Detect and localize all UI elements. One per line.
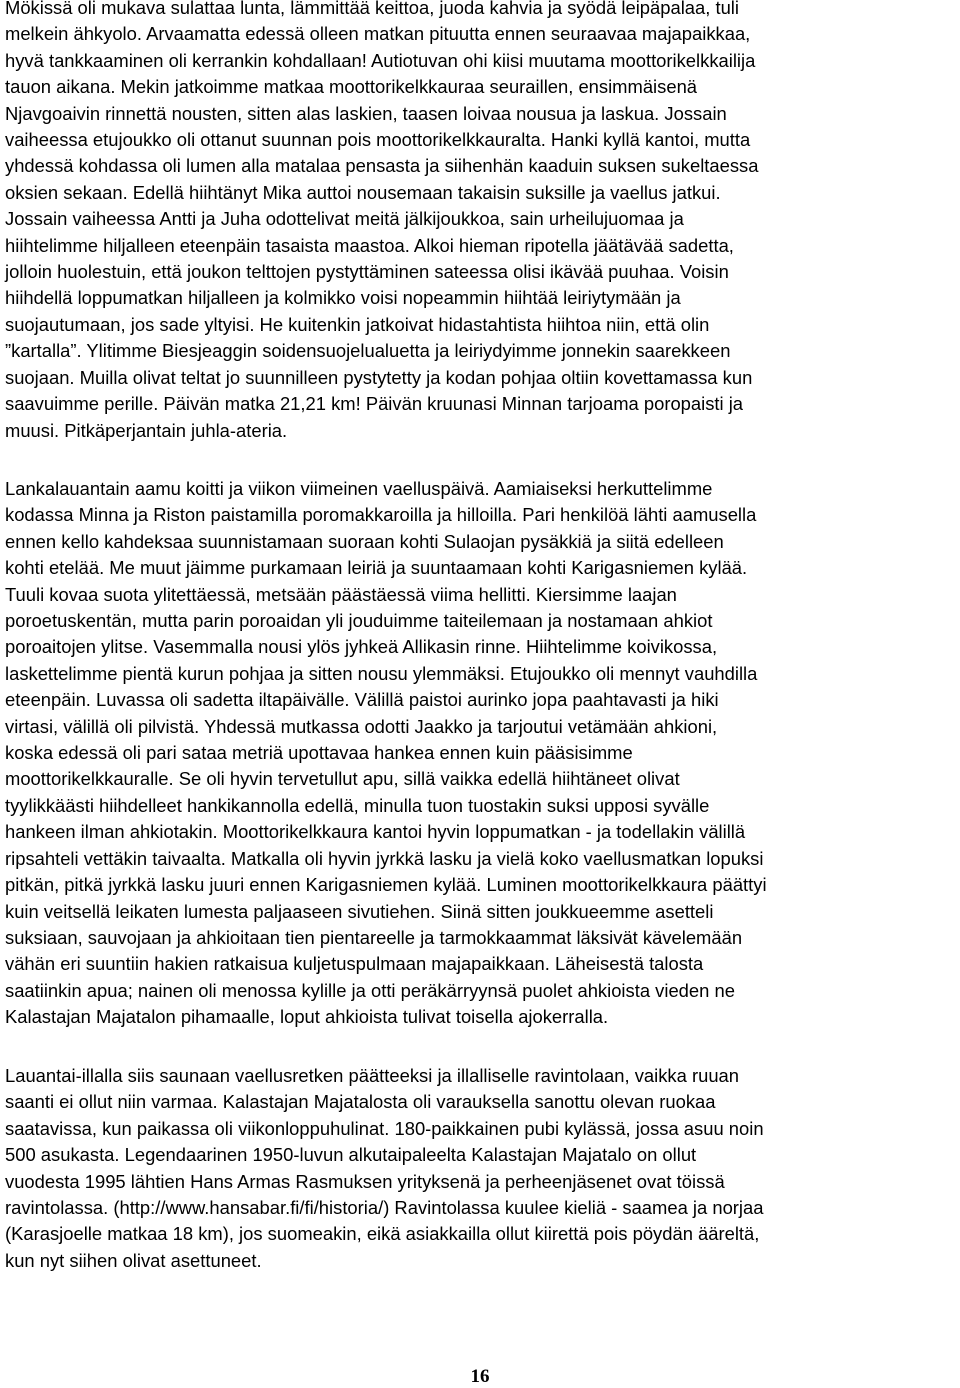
text-line: hiihtelimme hiljalleen eteenpäin tasaista maastoa. Alkoi hieman ripotella jäätävää sadetta, [5, 234, 734, 256]
text-line: hyvä tankkaaminen oli kerrankin kohdallaan! Autiotuvan ohi kiisi muutama moottorikelkkailija [5, 49, 756, 71]
text-line: saanti ei ollut niin varmaa. Kalastajan Majatalosta oli varauksella sanottu olevan ruokaa [5, 1091, 716, 1113]
text-line: (Karasjoelle matkaa 18 km), jos suomeakin, eikä asiakkailla ollut kiirettä pois pöydän ääreltä, [5, 1223, 760, 1245]
text-line: saatavissa, kun paikassa oli viikonloppuhulinat. 180-paikkainen pubi kylässä, jossa asuu noin [5, 1117, 764, 1139]
text-line: jolloin huolestuin, että joukon telttojen pystyttäminen sateessa olisi ikävää puuhaa. Voisin [5, 261, 729, 283]
text-line: hiihdellä loppumatkan hiljalleen ja kolmikko voisi nopeammin hiihtää leiriytymään ja [5, 287, 681, 309]
text-line: kodassa Minna ja Riston paistamilla poromakkaroilla ja hilloilla. Pari henkilöä lähti aamusella [5, 504, 757, 526]
text-line: Njavgoaivin rinnettä nousten, sitten alas laskien, taasen loivaa nousua ja laskua. Jossain [5, 102, 727, 124]
text-line: eteenpäin. Luvassa oli sadetta iltapäivälle. Välillä paistoi aurinko jopa paahtavasti ja hiki [5, 689, 719, 711]
text-line: vähän eri suuntiin hakien ratkaisua kuljetuspulmaan majapaikkaan. Läheisestä talosta [5, 953, 704, 975]
text-line: vaiheessa etujoukko oli ottanut suunnan pois moottorikelkkauralta. Hanki kyllä kantoi, mutta [5, 129, 751, 151]
text-line: vuodesta 1995 lähtien Hans Armas Rasmuksen yrityksenä ja perheenjäsenet ovat töissä [5, 1170, 725, 1192]
text-line: Lauantai-illalla siis saunaan vaellusretken päätteeksi ja illalliselle ravintolaan, vaikka ruuan [5, 1065, 740, 1086]
page-number: 16 [470, 1366, 490, 1387]
text-line: yhdessä kohdassa oli lumen alla matalaa pensasta ja siihenhän kaaduin suksen sukeltaessa [5, 155, 759, 177]
text-line: ripsahteli vettäkin taivaalta. Matkalla oli hyvin jyrkkä lasku ja vielä koko vaellusmatkan lopuksi [5, 847, 764, 869]
text-line: tauon aikana. Mekin jatkoimme matkaa moottorikelkkauraa seuraillen, ensimmäisenä [5, 76, 698, 98]
text-line: kohti etelää. Me muut jäimme purkamaan leiriä ja suuntaamaan kohti Karigasniemen kylää. [5, 557, 748, 579]
text-line: suksiaan, sauvojaan ja ahkioitaan tien pientareelle ja tarmokkaammat läksivät kävelemään [5, 926, 743, 948]
text-line: kuin veitsellä leikaten lumesta paljaaseen sivutiehen. Siinä sitten joukkueemme asetteli [5, 900, 714, 922]
text-line: saavuimme perille. Päivän matka 21,21 km! Päivän kruunasi Minnan tarjoama poropaisti ja [5, 393, 744, 415]
paragraph-2 [5, 476, 960, 1031]
text-line: virtasi, välillä oli pilvistä. Yhdessä mutkassa odotti Jaakko ja tarjoutui vetämään ahkioni, [5, 715, 718, 737]
text-line: ”kartalla”. Ylitimme Biesjeaggin soidensuojelualuetta ja leiriydyimme jonnekin saarekkeen [5, 340, 731, 362]
text-line: saatiinkin apua; nainen oli menossa kylille ja otti peräkärryynsä puolet ahkioista vieden ne [5, 979, 735, 1001]
text-line: poroaitojen ylitse. Vasemmalla nousi ylös jyhkeä Allikasin rinne. Hiihtelimme koivikossa, [5, 636, 718, 658]
text-line: Jossain vaiheessa Antti ja Juha odottelivat meitä jälkijoukkoa, sain urheilujuomaa ja [5, 208, 684, 230]
text-line: Kalastajan Majatalon pihamaalle, loput ahkioista tulivat toisella ajokerralla. [5, 1006, 609, 1028]
text-line: tyylikkäästi hiihdelleet hankikannolla edellä, minulla tuon tuostakin suksi upposi syvälle [5, 794, 710, 816]
text-line: kun nyt siihen olivat asettuneet. [5, 1249, 262, 1271]
text-line: hankeen ilman ahkiotakin. Moottorikelkkaura kantoi hyvin loppumatkan - ja todellakin välillä [5, 821, 746, 843]
text-line: suojaan. Muilla olivat teltat jo suunnilleen pystytetty ja kodan pohjaa oltiin kovettamassa kun [5, 366, 753, 388]
text-line: muusi. Pitkäperjantain juhla-ateria. [5, 419, 288, 441]
text-line: 500 asukasta. Legendaarinen 1950-luvun alkutaipaleelta Kalastajan Majatalo on ollut [5, 1144, 697, 1166]
text-line: poroetuskentän, mutta parin poroaidan yli jouduimme taiteilemaan ja nostamaan ahkiot [5, 610, 713, 632]
text-line: melkein ähkyolo. Arvaamatta edessä olleen matkan pituutta ennen seuraavaa majapaikkaa, [5, 23, 751, 45]
text-line: pitkän, pitkä jyrkkä lasku juuri ennen Karigasniemen kylää. Luminen moottorikelkkaura päättyi [5, 874, 767, 896]
text-line: moottorikelkkauralle. Se oli hyvin tervetullut apu, sillä vaikka edellä hiihtäneet olivat [5, 768, 680, 790]
text-line: suojautumaan, jos sade yltyisi. He kuitenkin jatkoivat hidastahtista hiihtoa niin, että olin [5, 313, 710, 335]
text-line: ravintolassa. (http://www.hansabar.fi/fi/historia/) Ravintolassa kuulee kieliä - saamea ja norjaa [5, 1197, 764, 1219]
text-line: Lankalauantain aamu koitti ja viikon viimeinen vaelluspäivä. Aamiaiseksi herkuttelimme [5, 478, 713, 499]
paragraph-3 [5, 1063, 960, 1274]
paragraph-1 [5, 0, 960, 444]
text-line: Tuuli kovaa suota ylitettäessä, metsään päästäessä viima hellitti. Kiersimme laajan [5, 583, 677, 605]
text-line: Mökissä oli mukava sulattaa lunta, lämmittää keittoa, juoda kahvia ja syödä leipäpalaa, tuli [5, 0, 739, 18]
text-line: koska edessä oli pari sataa metriä upottavaa hankea ennen kuin pääsisimme [5, 742, 633, 764]
text-line: oksien sekaan. Edellä hiihtänyt Mika auttoi nousemaan takaisin suksille ja vaellus jatkui. [5, 181, 721, 203]
text-line: laskettelimme pientä kurun pohjaa ja sitten nousu ylemmäksi. Etujoukko oli mennyt vauhdilla [5, 662, 758, 684]
text-line: ennen kello kahdeksaa suunnistamaan suoraan kohti Sulaojan pysäkkiä ja siitä edelleen [5, 530, 724, 552]
